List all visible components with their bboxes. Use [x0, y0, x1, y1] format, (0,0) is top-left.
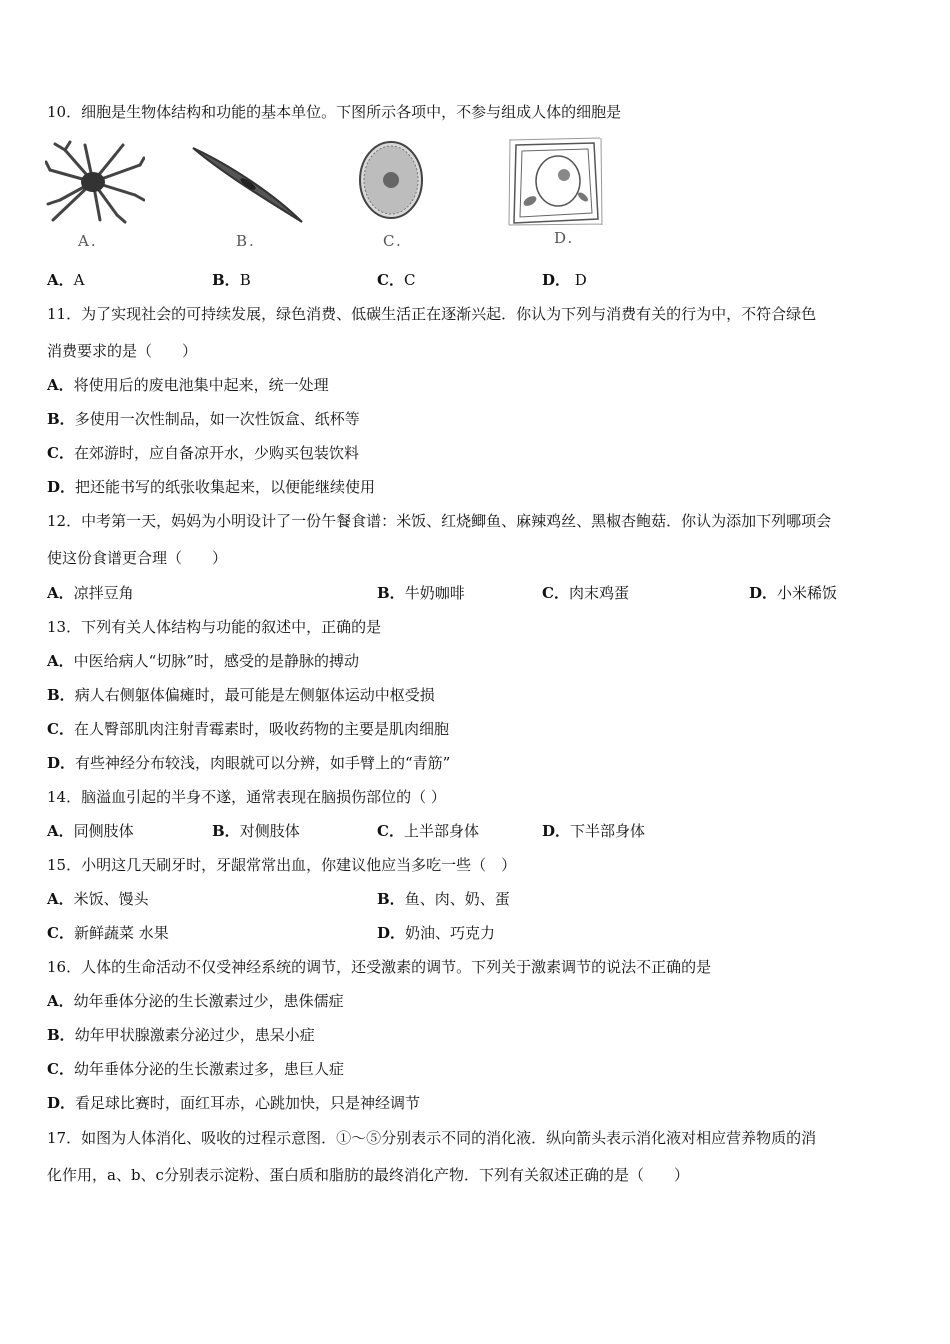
q10-option-b: B．B [212, 271, 251, 289]
q12-option-b: B．牛奶咖啡 [377, 584, 465, 602]
figure-label-c: C. [383, 232, 403, 250]
q13-option-c: C．在人臀部肌肉注射青霉素时，吸收药物的主要是肌肉细胞 [47, 720, 449, 738]
round-cell-figure [355, 140, 430, 225]
q11-option-c: C．在郊游时，应自备凉开水，少购买包装饮料 [47, 444, 359, 462]
q14-stem: 14．脑溢血引起的半身不遂，通常表现在脑损伤部位的（ ） [47, 788, 446, 806]
q11-option-d: D．把还能书写的纸张收集起来，以便能继续使用 [47, 478, 376, 496]
q14-option-c: C．上半部身体 [377, 822, 479, 840]
q12-option-c: C．肉末鸡蛋 [542, 584, 629, 602]
q12-option-a: A．凉拌豆角 [47, 584, 134, 602]
plant-cell-figure [508, 137, 603, 227]
figure-label-a: A. [78, 232, 98, 250]
q16-option-b: B．幼年甲状腺激素分泌过少，患呆小症 [47, 1026, 315, 1044]
q13-option-b: B．病人右侧躯体偏瘫时，最可能是左侧躯体运动中枢受损 [47, 686, 435, 704]
q17-stem-cont: 化作用，a、b、c分别表示淀粉、蛋白质和脂肪的最终消化产物．下列有关叙述正确的是（ ） [47, 1166, 689, 1184]
q14-option-d: D．下半部身体 [542, 822, 646, 840]
q12-stem: 12．中考第一天，妈妈为小明设计了一份午餐食谱：米饭、红烧鲫鱼、麻辣鸡丝、黑椒杏鲍菇．你认为添加下列哪项会 [47, 512, 832, 530]
q13-option-a: A．中医给病人“切脉”时，感受的是静脉的搏动 [47, 652, 359, 670]
q15-option-d: D．奶油、巧克力 [377, 924, 496, 942]
q11-option-a: A．将使用后的废电池集中起来，统一处理 [47, 376, 329, 394]
q12-option-d: D．小米稀饭 [749, 584, 838, 602]
q16-option-c: C．幼年垂体分泌的生长激素过多，患巨人症 [47, 1060, 344, 1078]
q11-stem-cont: 消费要求的是（ ） [47, 342, 198, 360]
q15-option-a: A．米饭、馒头 [47, 890, 149, 908]
q13-stem: 13．下列有关人体结构与功能的叙述中，正确的是 [47, 618, 382, 636]
q17-stem: 17．如图为人体消化、吸收的过程示意图．①～⑤分别表示不同的消化液．纵向箭头表示消化液对相应营养物质的消 [47, 1129, 817, 1147]
q14-option-a: A．同侧肢体 [47, 822, 134, 840]
q15-option-b: B．鱼、肉、奶、蛋 [377, 890, 510, 908]
q16-option-d: D．看足球比赛时，面红耳赤，心跳加快，只是神经调节 [47, 1094, 421, 1112]
q16-option-a: A．幼年垂体分泌的生长激素过少，患侏儒症 [47, 992, 344, 1010]
q10-option-d: D． D [542, 271, 587, 289]
q15-option-c: C．新鲜蔬菜 水果 [47, 924, 169, 942]
q14-option-b: B．对侧肢体 [212, 822, 300, 840]
q15-stem: 15．小明这几天刷牙时，牙龈常常出血，你建议他应当多吃一些（ ） [47, 856, 517, 874]
q12-stem-cont: 使这份食谱更合理（ ） [47, 549, 228, 567]
figure-label-b: B. [236, 232, 256, 250]
q13-option-d: D．有些神经分布较浅，肉眼就可以分辨，如手臂上的“青筋” [47, 754, 451, 772]
q10-option-c: C．C [377, 271, 416, 289]
smooth-muscle-cell-figure [190, 140, 305, 225]
q10-stem: 10．细胞是生物体结构和功能的基本单位。下图所示各项中，不参与组成人体的细胞是 [47, 103, 622, 121]
q11-stem: 11．为了实现社会的可持续发展，绿色消费、低碳生活正在逐渐兴起．你认为下列与消费有关的行为中，不符合绿色 [47, 305, 817, 323]
q11-option-b: B．多使用一次性制品，如一次性饭盒、纸杯等 [47, 410, 360, 428]
neuron-figure [45, 140, 145, 225]
figure-label-d: D. [554, 229, 575, 247]
q16-stem: 16．人体的生命活动不仅受神经系统的调节，还受激素的调节。下列关于激素调节的说法不正确的是 [47, 958, 712, 976]
q10-option-a: A．A [47, 271, 85, 289]
